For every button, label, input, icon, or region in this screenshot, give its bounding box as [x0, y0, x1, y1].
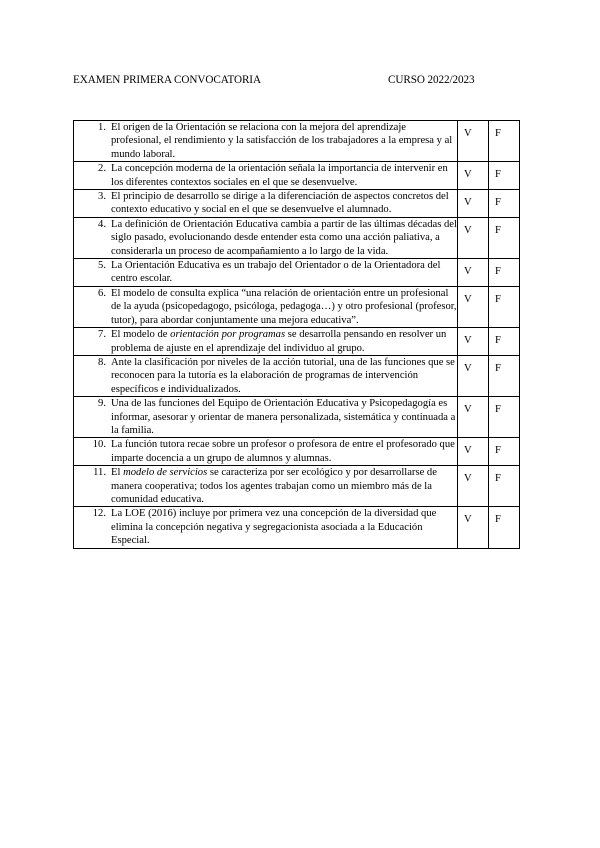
true-label: V: [464, 128, 472, 139]
question-cell: [74, 438, 458, 466]
question-row: [74, 190, 520, 218]
true-cell[interactable]: [458, 217, 489, 258]
question-number: 2.: [98, 163, 106, 175]
question-cell: [74, 466, 458, 507]
question-italic-term: modelo de servicios: [123, 467, 208, 479]
question-text: La Orientación Educativa es un trabajo del Orientador o de la Orientadora del centro escolar.: [111, 260, 441, 285]
true-false-table: [73, 120, 520, 549]
true-label: V: [464, 224, 472, 236]
question-row: [74, 217, 520, 258]
question-text-start: El modelo de: [111, 329, 171, 341]
false-cell[interactable]: [489, 162, 520, 190]
false-cell[interactable]: [489, 438, 520, 466]
question-number: 8.: [98, 356, 106, 368]
question-number: 3.: [98, 191, 106, 203]
false-label: F: [495, 266, 501, 278]
question-number: 12.: [92, 508, 106, 520]
false-label: F: [495, 197, 501, 209]
question-row: [74, 438, 520, 466]
false-cell[interactable]: [489, 217, 520, 258]
false-label: F: [495, 473, 501, 485]
true-label: V: [464, 266, 472, 278]
question-cell: [74, 355, 458, 396]
false-label: F: [495, 445, 501, 457]
question-number: 7.: [98, 329, 106, 341]
true-label: V: [464, 197, 472, 209]
false-cell[interactable]: [489, 190, 520, 218]
question-row: [74, 259, 520, 287]
false-label: F: [495, 404, 501, 416]
true-label: V: [464, 362, 472, 374]
question-cell: [74, 259, 458, 287]
false-cell[interactable]: [489, 259, 520, 287]
true-label: V: [464, 514, 472, 526]
question-row: [74, 121, 520, 162]
true-label: V: [464, 293, 472, 305]
question-text: El modelo de consulta explica “una relación de orientación entre un profesional de la ayuda (psicopedagogo, psicóloga, pedagoga…) y otro profesional (profesor, tutor), para abordar conjuntamente una mejora educativa”.: [111, 287, 457, 326]
false-label: F: [495, 362, 501, 374]
false-cell[interactable]: [489, 286, 520, 327]
true-cell[interactable]: [458, 162, 489, 190]
false-label: F: [495, 169, 501, 181]
true-label: V: [464, 335, 472, 347]
question-row: [74, 328, 520, 356]
question-text-end: se desarrolla pensando en resolver un problema de ajuste en el aprendizaje del individuo al grupo.: [111, 329, 447, 354]
question-italic-term: orientación por programas: [170, 329, 286, 341]
false-label: F: [495, 514, 501, 526]
true-cell[interactable]: [458, 286, 489, 327]
question-text-start: El: [111, 467, 124, 479]
question-text: [111, 466, 457, 506]
question-cell: [74, 121, 458, 162]
question-row: [74, 466, 520, 507]
true-cell[interactable]: [458, 507, 489, 548]
true-label: V: [464, 445, 472, 457]
false-cell[interactable]: [489, 121, 520, 162]
question-text: La LOE (2016) incluye por primera vez una concepción de la diversidad que elimina la concepción negativa y segregacionista asociada a la Educación Especial.: [111, 508, 437, 547]
question-row: [74, 355, 520, 396]
false-label: F: [495, 293, 501, 305]
question-text: [111, 328, 457, 355]
true-label: V: [464, 473, 472, 485]
true-cell[interactable]: [458, 355, 489, 396]
question-text: Una de las funciones del Equipo de Orientación Educativa y Psicopedagogía es informar, asesorar y orientar de manera personalizada, sistemática y continuada a la familia.: [111, 398, 456, 436]
question-text: Ante la clasificación por niveles de la acción tutorial, una de las funciones que se reconocen para la tutoría es la elaboración de programas de intervención específicos e individualizados.: [111, 356, 455, 395]
question-cell: [74, 162, 458, 190]
true-cell[interactable]: [458, 328, 489, 356]
question-cell: [74, 507, 458, 548]
false-label: F: [495, 335, 501, 347]
true-cell[interactable]: [458, 397, 489, 438]
question-text: La función tutora recae sobre un profesor o profesora de entre el profesorado que imparte docencia a un grupo de alumnos y alumnas.: [111, 439, 455, 464]
question-row: [74, 507, 520, 548]
question-row: [74, 162, 520, 190]
false-cell[interactable]: [489, 507, 520, 548]
exam-title: EXAMEN PRIMERA CONVOCATORIA: [73, 74, 261, 86]
question-text: La definición de Orientación Educativa cambia a partir de las últimas décadas del siglo pasado, evolucionando desde entender esta como una acción paliativa, a considerarla un proceso de acompañamiento a lo largo de la vida.: [111, 218, 457, 257]
false-label: F: [495, 128, 501, 139]
true-cell[interactable]: [458, 466, 489, 507]
question-number: 1.: [98, 122, 106, 133]
true-cell[interactable]: [458, 259, 489, 287]
false-cell[interactable]: [489, 328, 520, 356]
true-label: V: [464, 404, 472, 416]
question-row: [74, 286, 520, 327]
question-number: 4.: [98, 218, 106, 230]
true-cell[interactable]: [458, 121, 489, 162]
question-number: 10.: [92, 439, 106, 451]
true-cell[interactable]: [458, 190, 489, 218]
true-cell[interactable]: [458, 438, 489, 466]
question-text: El origen de la Orientación se relaciona con la mejora del aprendizaje profesional, el rendimiento y la satisfacción de los trabajadores a la empresa y al mundo laboral.: [111, 122, 453, 160]
question-text: La concepción moderna de la orientación señala la importancia de intervenir en los diferentes contextos sociales en el que se desenvuelve.: [111, 163, 448, 188]
question-number: 5.: [98, 260, 106, 272]
question-cell: [74, 328, 458, 356]
true-label: V: [464, 169, 472, 181]
question-number: 6.: [98, 287, 106, 299]
false-cell[interactable]: [489, 466, 520, 507]
question-text-end: se caracteriza por ser ecológico y por desarrollarse de manera cooperativa; todos los agentes trabajan como un miembro más de la comunidad educativa.: [111, 467, 437, 505]
question-cell: [74, 217, 458, 258]
false-cell[interactable]: [489, 397, 520, 438]
question-number: 11.: [93, 467, 106, 479]
question-cell: [74, 286, 458, 327]
question-text: El principio de desarrollo se dirige a la diferenciación de aspectos concretos del contexto educativo y social en el que se desenvuelve el alumnado.: [111, 191, 449, 216]
question-cell: [74, 397, 458, 438]
question-cell: [74, 190, 458, 218]
course-year: CURSO 2022/2023: [388, 74, 475, 86]
question-number: 9.: [98, 398, 106, 410]
question-row: [74, 397, 520, 438]
false-cell[interactable]: [489, 355, 520, 396]
false-label: F: [495, 224, 501, 236]
